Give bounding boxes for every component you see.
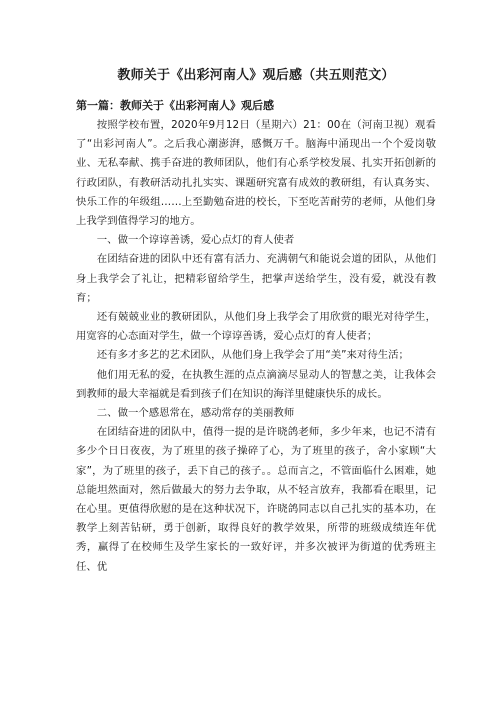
subsection-heading: 一、做一个谆谆善诱，爱心点灯的育人使者 (96, 234, 295, 247)
paragraph: 还有多才多艺的艺术团队，从他们身上我学会了用“美”来对待生活； (96, 349, 409, 362)
subsection-heading: 二、做一个感恩常在，感动常存的美丽教师 (96, 407, 295, 420)
paragraph: 在团结奋进的团队中还有富有活力、充满朝气和能说会道的团队，从他们身上我学会了礼让，把精彩留给学生，把掌声送给学生，没有爱，就没有教育； (76, 253, 436, 304)
paragraph: 他们用无私的爱，在执教生涯的点点滴滴尽显动人的智慧之美，让我体会到教师的最大幸福就是看到孩子们在知识的海洋里健康快乐的成长。 (76, 368, 436, 400)
paragraph: 在团结奋进的团队中，值得一提的是许晓鸽老师，多少年来，也记不清有多少个日日夜夜，为了班里的孩子操碎了心，为了班里的孩子，舍小家顾“大家”，为了班里的孩子，丢下自己的孩子。。总而言之，不管面临什么困难，她总能坦然面对，然后做最大的努力去争取，从不轻言放弃，我都看在眼里，记在心里。更值得欣慰的是在这种状况下，许晓鸽同志以自己扎实的基本功，在教学上刻苦钻研，勇于创新，取得良好的教学效果，所带的班级成绩连年优秀，赢得了在校师生及学生家长的一致好评，并多次被评为街道的优秀班主任、优 (76, 426, 436, 573)
paragraph: 还有兢兢业业的教研团队，从他们身上我学会了用欣赏的眼光对待学生，用宽容的心态面对学生，做一个谆谆善诱，爱心点灯的育人使者； (76, 311, 436, 343)
document-body (76, 116, 436, 577)
section-title: 第一篇：教师关于《出彩河南人》观后感 (76, 99, 274, 112)
document-title: 教师关于《出彩河南人》观后感（共五则范文） (117, 68, 395, 83)
paragraph: 按照学校布置，2020年9月12日（星期六）21：00在（河南卫视）观看了“出彩河南人”。之后我心潮澎湃，感慨万千。脑海中涌现出一个个爱岗敬业、无私奉献、携手奋进的教师团队，他们有心系学校发展、扎实开拓创新的行政团队，有教研活动扎扎实实、课题研究富有成效的教研组，有认真务实、快乐工作的年级组……上至勤勉奋进的校长，下至吃苦耐劳的老师，从他们身上我学到值得学习的地方。 (76, 119, 436, 228)
